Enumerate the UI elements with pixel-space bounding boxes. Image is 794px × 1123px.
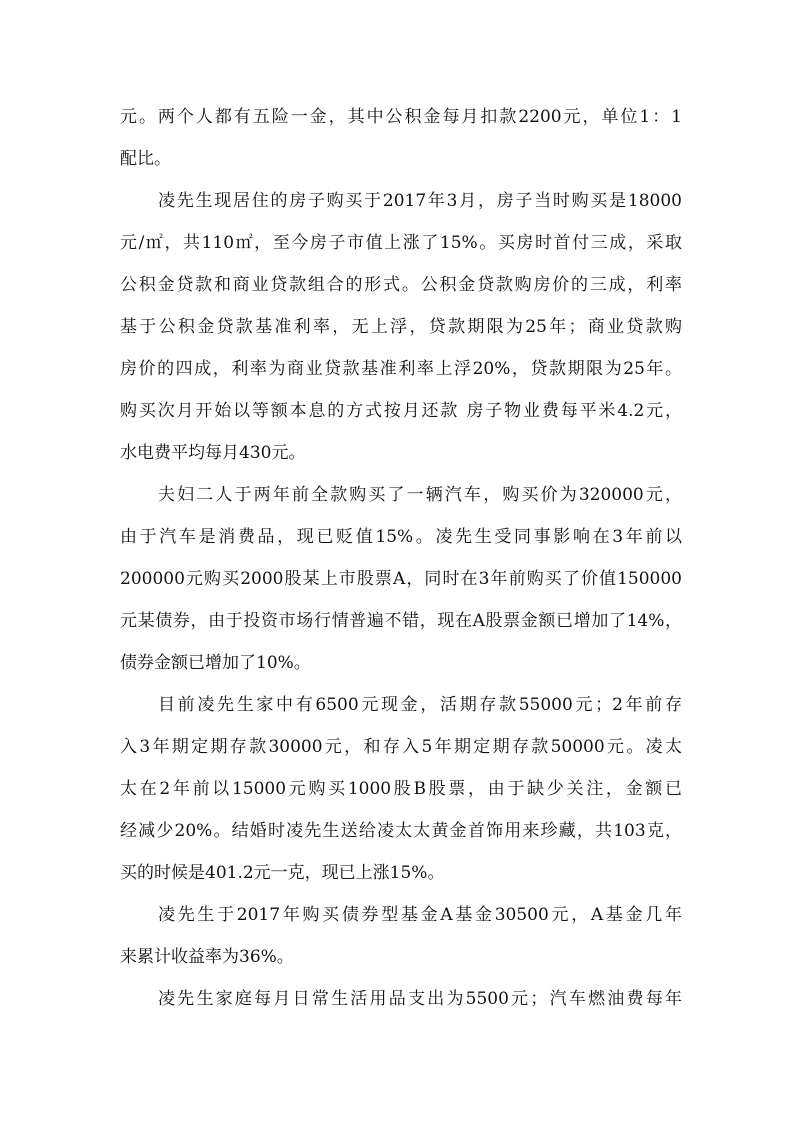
text-line: 凌先生现居住的房子购买于2017年3月，房子当时购买是18000: [158, 191, 682, 211]
document-body: [120, 96, 682, 1020]
text-line: 房价的四成，利率为商业贷款基准利率上浮20%，贷款期限为25年。: [120, 359, 682, 379]
text-line: 水电费平均每月430元。: [120, 443, 306, 463]
text-line: 债券金额已增加了10%。: [120, 653, 311, 673]
text-line: 200000元购买2000股某上市股票A，同时在3年前购买了价值150000: [120, 569, 682, 589]
text-line: 元。两个人都有五险一金，其中公积金每月扣款2200元，单位1：1: [120, 107, 682, 127]
text-line: 太在2年前以15000元购买1000股B股票，由于缺少关注，金额已: [120, 779, 682, 799]
text-line: 由于汽车是消费品，现已贬值15%。凌先生受同事影响在3年前以: [120, 527, 682, 547]
paragraph-expenses: [120, 978, 682, 1020]
paragraph-savings: [120, 684, 682, 894]
paragraph-house: [120, 180, 682, 474]
text-line: 基于公积金贷款基准利率，无上浮，贷款期限为25年；商业贷款购: [120, 317, 682, 337]
text-line: 经减少20%。结婚时凌先生送给凌太太黄金首饰用来珍藏，共103克，: [120, 821, 682, 841]
text-line: 买的时候是401.2元一克，现已上涨15%。: [120, 863, 445, 883]
text-line: 凌先生于2017年购买债券型基金A基金30500元，A基金几年: [158, 905, 682, 925]
text-line: 元某债券，由于投资市场行情普遍不错，现在A股票金额已增加了14%，: [120, 611, 682, 631]
text-line: 来累计收益率为36%。: [120, 947, 294, 967]
text-line: 入3年期定期存款30000元，和存入5年期定期存款50000元。凌太: [120, 737, 682, 757]
text-line: 公积金贷款和商业贷款组合的形式。公积金贷款购房价的三成，利率: [120, 275, 682, 295]
text-line: 夫妇二人于两年前全款购买了一辆汽车，购买价为320000元，: [158, 485, 682, 505]
text-line: 元/㎡，共110㎡，至今房子市值上涨了15%。买房时首付三成，采取: [120, 233, 682, 253]
text-line: 凌先生家庭每月日常生活用品支出为5500元；汽车燃油费每年: [158, 989, 682, 1009]
paragraph-family-income: [120, 96, 682, 180]
text-line: 目前凌先生家中有6500元现金，活期存款55000元；2年前存: [158, 695, 682, 715]
text-line: 配比。: [120, 149, 171, 169]
paragraph-fund: [120, 894, 682, 978]
paragraph-car-investments: [120, 474, 682, 684]
text-line: 购买次月开始以等额本息的方式按月还款 房子物业费每平米4.2元，: [120, 401, 682, 421]
